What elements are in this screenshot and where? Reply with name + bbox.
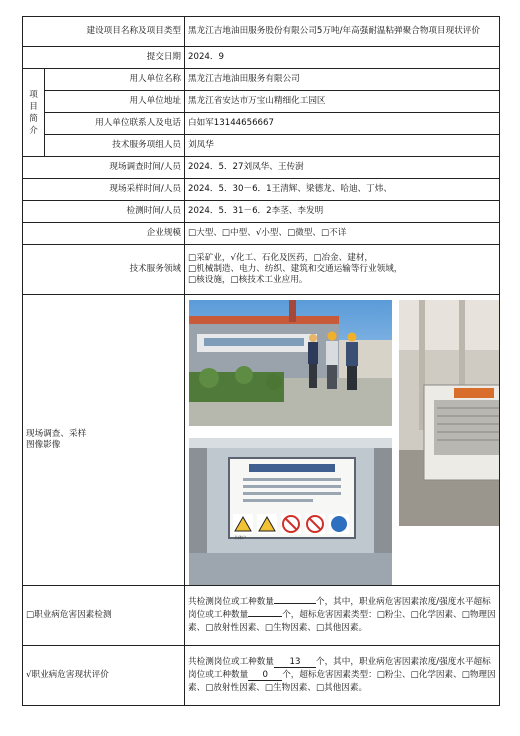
investigate-label: 现场调查时间/人员 bbox=[23, 157, 185, 179]
row-tech-staff bbox=[23, 135, 500, 157]
hazard-detection-text-3: 个，超标危害因素类型：□粉尘、□化学因素、□物理因素、□放射性因素、□生物因素、□其他因素。 bbox=[188, 610, 496, 633]
sampling-label: 现场采样时间/人员 bbox=[23, 179, 185, 201]
hazard-detection-text-1: 共检测岗位或工种数量 bbox=[188, 597, 274, 607]
row-sampling bbox=[23, 179, 500, 201]
enterprise-scale-options: □大型、□中型、√小型、□微型、□不详 bbox=[185, 223, 500, 245]
tech-staff-value: 刘凤华 bbox=[185, 135, 500, 157]
testing-label: 检测时间/人员 bbox=[23, 201, 185, 223]
row-testing bbox=[23, 201, 500, 223]
hazard-status-label bbox=[23, 646, 185, 706]
warning-signs bbox=[233, 514, 349, 534]
site-images-label bbox=[23, 295, 185, 586]
row-hazard-detection bbox=[23, 586, 500, 646]
hazard-detection-exceed-count bbox=[248, 616, 282, 617]
unit-address-label: 用人单位地址 bbox=[45, 91, 185, 113]
hazard-status-posts-count: 13 bbox=[274, 657, 316, 668]
hazard-detection-text bbox=[185, 586, 500, 646]
service-domain-label: 技术服务领域 bbox=[23, 245, 185, 295]
service-domain-options bbox=[185, 245, 500, 295]
site-photo-area bbox=[185, 295, 499, 585]
site-images-label-text: 现场调查、采样图像影像 bbox=[26, 429, 87, 450]
service-domain-line-1: □采矿业，√化工、石化及医药，□冶金、建材， bbox=[188, 253, 374, 263]
row-investigate bbox=[23, 157, 500, 179]
report-form-table bbox=[22, 16, 500, 706]
hazard-detection-posts-count bbox=[274, 603, 316, 604]
investigate-value: 2024．5．27刘凤华、王传澍 bbox=[185, 157, 500, 179]
unit-address-value: 黑龙江省安达市万宝山精细化工园区 bbox=[185, 91, 500, 113]
row-site-images bbox=[23, 295, 500, 586]
tech-staff-label: 技术服务项组人员 bbox=[45, 135, 185, 157]
row-service-domain bbox=[23, 245, 500, 295]
hazard-status-label-text: √职业病危害现状评价 bbox=[26, 670, 109, 680]
project-profile-side-label bbox=[23, 69, 45, 157]
unit-name-value: 黑龙江吉地油田服务有限公司 bbox=[185, 69, 500, 91]
hazard-detection-text-2: 个，其中，职业病危害因素浓度/强度水平超标岗位或工种数量 bbox=[188, 597, 491, 620]
hazard-status-text-2: 个，其中，职业病危害因素浓度/强度水平超标岗位或工种数量 bbox=[188, 657, 491, 680]
hazard-detection-label bbox=[23, 586, 185, 646]
row-hazard-status bbox=[23, 646, 500, 706]
contact-value: 白如军13144656667 bbox=[185, 113, 500, 135]
photo-safety-sign-board bbox=[189, 438, 392, 585]
submit-date-value: 2024．9 bbox=[185, 47, 500, 69]
row-submit-date bbox=[23, 47, 500, 69]
row-contact bbox=[23, 113, 500, 135]
row-unit-name bbox=[23, 69, 500, 91]
photo-factory-machine bbox=[399, 300, 500, 526]
photo-site-survey-team-image bbox=[189, 300, 392, 426]
enterprise-scale-label: 企业规模 bbox=[23, 223, 185, 245]
service-domain-line-3: □核设施，□核技术工业应用。 bbox=[188, 275, 308, 285]
service-domain-line-2: □机械制造、电力、纺织、建筑和交通运输等行业领域， bbox=[188, 264, 403, 274]
worker-figures bbox=[308, 332, 358, 391]
row-enterprise-scale bbox=[23, 223, 500, 245]
row-unit-address bbox=[23, 91, 500, 113]
photo-site-survey-team bbox=[189, 300, 392, 426]
hazard-status-text bbox=[185, 646, 500, 706]
photo-safety-sign-board-image bbox=[189, 438, 392, 585]
sign-board-caption: 个体户 bbox=[234, 535, 247, 540]
unit-name-label: 用人单位名称 bbox=[45, 69, 185, 91]
contact-label: 用人单位联系人及电话 bbox=[45, 113, 185, 135]
site-images-cell bbox=[185, 295, 500, 586]
report-sheet bbox=[22, 16, 499, 706]
project-name-label: 建设项目名称及项目类型 bbox=[23, 17, 185, 47]
project-name-value: 黑龙江吉地油田服务股份有限公司5万吨/年高强耐温粘弹聚合物项目现状评价 bbox=[185, 17, 500, 47]
submit-date-label: 提交日期 bbox=[23, 47, 185, 69]
hazard-status-text-3: 个，超标危害因素类型：□粉尘、□化学因素、□物理因素、□放射性因素、□生物因素、□其他因素。 bbox=[188, 670, 496, 693]
photo-factory-machine-image bbox=[399, 300, 500, 526]
row-project-name bbox=[23, 17, 500, 47]
hazard-status-exceed-count: 0 bbox=[248, 670, 282, 681]
hazard-detection-label-text: □职业病危害因素检测 bbox=[26, 610, 112, 620]
hazard-status-text-1: 共检测岗位或工种数量 bbox=[188, 657, 274, 667]
project-profile-vertical-text: 项目简介 bbox=[29, 89, 38, 136]
sampling-value: 2024．5．30－6．1王清辉、梁德龙、哈迪、丁炜、 bbox=[185, 179, 500, 201]
testing-value: 2024．5．31－6．2李茎、李发明 bbox=[185, 201, 500, 223]
